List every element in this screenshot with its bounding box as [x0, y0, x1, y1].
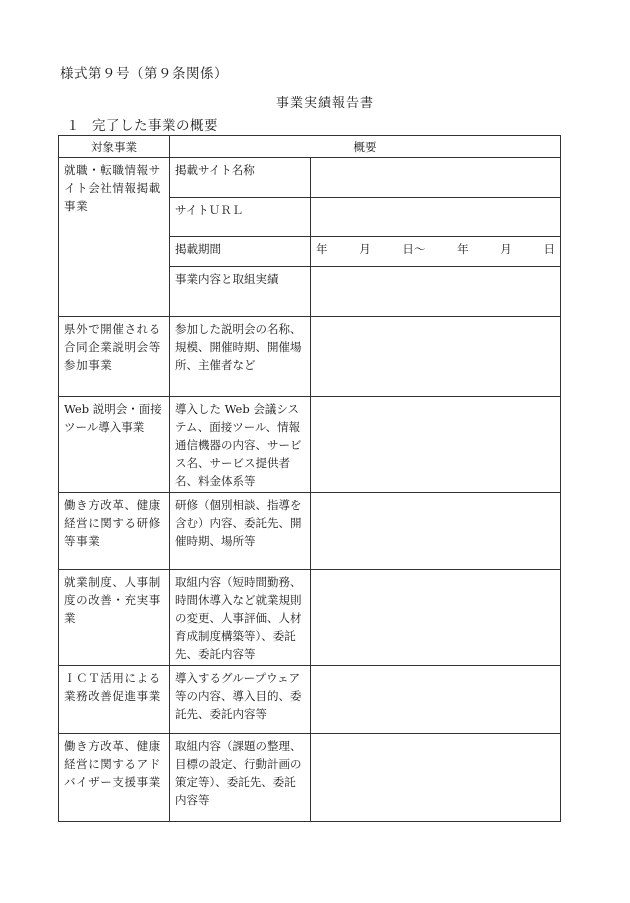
business-type-2: 県外で開催される合同企業説明会等参加事業: [59, 317, 170, 397]
period-start-day: 日～: [402, 242, 426, 256]
header-overview: 概要: [170, 136, 561, 158]
period-end-day: 日: [543, 242, 555, 256]
period-label: 掲載期間: [170, 237, 311, 267]
period-end-year: 年: [457, 242, 469, 256]
details-field-4[interactable]: [311, 493, 561, 570]
header-target-business: 対象事業: [59, 136, 170, 158]
business-type-6: ＩＣＴ活用による業務改善促進事業: [59, 666, 170, 734]
period-field[interactable]: [311, 237, 561, 267]
section-title: 完了した事業の概要: [92, 118, 218, 134]
business-type-5: 就業制度、人事制度の改善・充実事業: [59, 570, 170, 666]
business-type-7: 働き方改革、健康経営に関するアドバイザー支援事業: [59, 734, 170, 822]
business-type-1: 就職・転職情報サイト会社情報掲載事業: [59, 158, 170, 317]
site-url-label: サイトＵＲＬ: [170, 198, 311, 237]
document-title: 事業実績報告書: [275, 96, 374, 111]
site-name-label: 掲載サイト名称: [170, 158, 311, 198]
report-table: [58, 135, 561, 822]
table-row: [59, 666, 561, 734]
activity-label: 事業内容と取組実績: [170, 267, 311, 317]
details-field-6[interactable]: [311, 666, 561, 734]
activity-field[interactable]: [311, 267, 561, 317]
description-7: 取組内容（課題の整理、目標の設定、行動計画の策定等）、委託先、委託内容等: [170, 734, 311, 822]
site-url-field[interactable]: [311, 198, 561, 237]
period-start-month: 月: [359, 242, 371, 256]
details-field-3[interactable]: [311, 397, 561, 493]
table-row: [59, 158, 561, 198]
description-5: 取組内容（短時間勤務、時間休導入など就業規則の変更、人事評価、人材育成制度構築等）、委託先、委託内容等: [170, 570, 311, 666]
details-field-5[interactable]: [311, 570, 561, 666]
table-header-row: [59, 136, 561, 158]
period-start-year: 年: [316, 242, 328, 256]
business-type-4: 働き方改革、健康経営に関する研修等事業: [59, 493, 170, 570]
business-type-3: Web 説明会・面接ツール導入事業: [59, 397, 170, 493]
site-name-field[interactable]: [311, 158, 561, 198]
description-3: 導入した Web 会議システム、面接ツール、情報通信機器の内容、サービス名、サービス提供者名、料金体系等: [170, 397, 311, 493]
table-row: [59, 493, 561, 570]
description-2: 参加した説明会の名称、規模、開催時期、開催場所、主催者など: [170, 317, 311, 397]
details-field-2[interactable]: [311, 317, 561, 397]
table-row: [59, 734, 561, 822]
section-number: １: [66, 118, 80, 134]
description-6: 導入するグループウェア等の内容、導入目的、委託先、委託内容等: [170, 666, 311, 734]
period-end-month: 月: [500, 242, 512, 256]
table-row: [59, 317, 561, 397]
details-field-7[interactable]: [311, 734, 561, 822]
description-4: 研修（個別相談、指導を含む）内容、委託先、開催時期、場所等: [170, 493, 311, 570]
section-heading: [66, 114, 218, 134]
table-row: [59, 397, 561, 493]
table-row: [59, 570, 561, 666]
form-number: 様式第９号（第９条関係）: [60, 66, 228, 82]
